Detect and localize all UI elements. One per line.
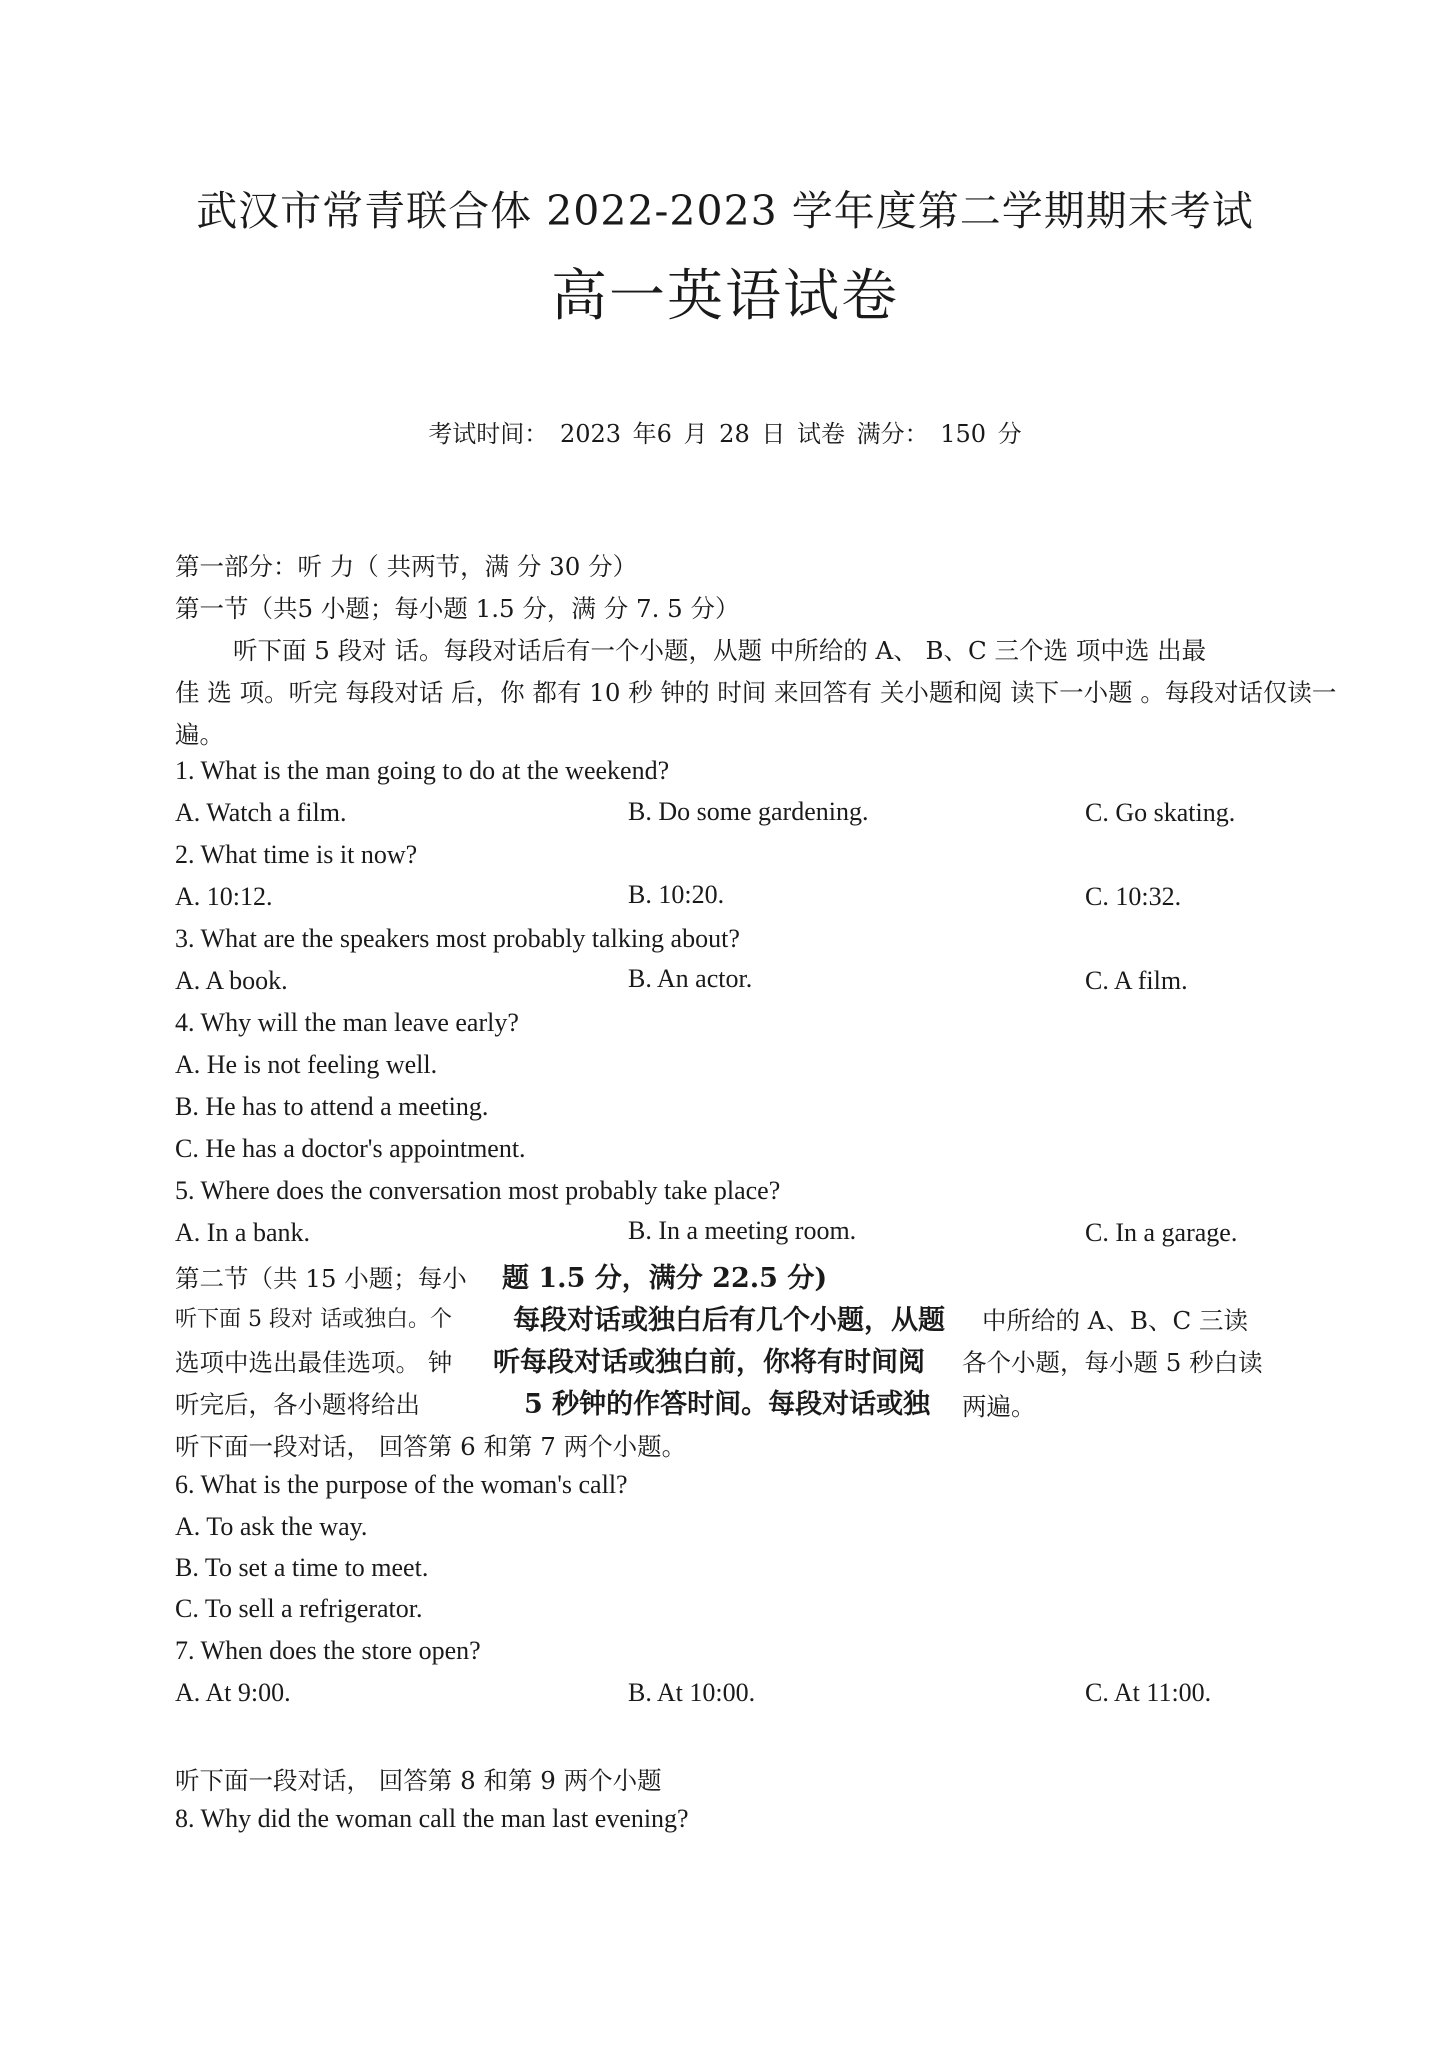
question-4: 4. Why will the man leave early?: [175, 1008, 519, 1037]
question-5: 5. Where does the conversation most probably take place?: [175, 1176, 781, 1205]
question-1-option-c: C. Go skating.: [1085, 798, 1236, 827]
question-2-option-b: B. 10:20.: [628, 880, 725, 909]
section2-instruction-1c: 中所给的 A、B、C 三读: [982, 1306, 1249, 1335]
section2-instruction-3b: 5 秒钟的作答时间。每段对话或独: [524, 1389, 931, 1420]
section2-heading-part2: 题 1.5 分，满分 22.5 分): [502, 1263, 828, 1294]
question-3-option-b: B. An actor.: [628, 964, 753, 993]
question-4-option-b: B. He has to attend a meeting.: [175, 1092, 489, 1121]
question-8: 8. Why did the woman call the man last evening?: [175, 1804, 689, 1833]
question-1-option-b: B. Do some gardening.: [628, 797, 869, 826]
question-7-option-c: C. At 11:00.: [1085, 1678, 1212, 1707]
section2-heading-part1: 第二节（共 15 小题；每小: [175, 1264, 467, 1293]
section1-instruction-1: 听下面 5 段对 话。每段对话后有一个小题，从题 中所给的 A、 B、C 三个选 项中选 出最: [233, 636, 1207, 665]
question-3-option-a: A. A book.: [175, 966, 288, 995]
question-2-option-c: C. 10:32.: [1085, 882, 1182, 911]
question-2-option-a: A. 10:12.: [175, 882, 273, 911]
exam-meta: 考试时间： 2023 年6 月 28 日 试卷 满分： 150 分: [428, 420, 1022, 448]
question-3-option-c: C. A film.: [1085, 966, 1188, 995]
question-1-option-a: A. Watch a film.: [175, 798, 347, 827]
question-5-option-b: B. In a meeting room.: [628, 1216, 857, 1245]
question-4-option-a: A. He is not feeling well.: [175, 1050, 438, 1079]
question-2: 2. What time is it now?: [175, 840, 418, 869]
section2-instruction-2b: 听每段对话或独白前，你将有时间阅: [493, 1347, 925, 1378]
section1-heading: 第一节（共5 小题；每小题 1.5 分，满 分 7. 5 分）: [175, 594, 740, 623]
section2-instruction-1a: 听下面 5 段对 话或独白。个: [175, 1307, 452, 1332]
question-1: 1. What is the man going to do at the weekend?: [175, 756, 670, 785]
section2-instruction-3a: 听完后，各小题将给出: [175, 1390, 420, 1419]
question-5-option-a: A. In a bank.: [175, 1218, 311, 1247]
section2-instruction-2c: 各个小题，每小题 5 秒白读: [962, 1348, 1263, 1377]
intro-questions-6-7: 听下面一段对话， 回答第 6 和第 7 两个小题。: [175, 1432, 687, 1461]
question-6: 6. What is the purpose of the woman's call?: [175, 1470, 628, 1499]
section2-instruction-1b: 每段对话或独白后有几个小题，从题: [513, 1305, 945, 1336]
question-6-option-c: C. To sell a refrigerator.: [175, 1594, 423, 1623]
question-6-option-a: A. To ask the way.: [175, 1512, 368, 1541]
section1-instruction-3: 遍。: [175, 720, 224, 749]
section2-instruction-2a: 选项中选出最佳选项。 钟: [175, 1348, 453, 1377]
question-7-option-b: B. At 10:00.: [628, 1678, 756, 1707]
section2-instruction-3c: 两遍。: [962, 1392, 1036, 1421]
exam-title-line2: 高一英语试卷: [551, 264, 899, 329]
question-6-option-b: B. To set a time to meet.: [175, 1553, 429, 1582]
question-7-option-a: A. At 9:00.: [175, 1678, 291, 1707]
exam-title-line1: 武汉市常青联合体 2022-2023 学年度第二学期期末考试: [196, 187, 1254, 235]
question-7: 7. When does the store open?: [175, 1636, 481, 1665]
intro-questions-8-9: 听下面一段对话， 回答第 8 和第 9 两个小题: [175, 1766, 662, 1795]
section1-instruction-2: 佳 选 项。听完 每段对话 后，你 都有 10 秒 钟的 时间 来回答有 关小题和阅 读下一小题 。每段对话仅读一: [175, 678, 1337, 707]
question-5-option-c: C. In a garage.: [1085, 1218, 1238, 1247]
question-3: 3. What are the speakers most probably talking about?: [175, 924, 740, 953]
part1-heading: 第一部分：听 力（ 共两节，满 分 30 分）: [175, 552, 638, 581]
question-4-option-c: C. He has a doctor's appointment.: [175, 1134, 526, 1163]
